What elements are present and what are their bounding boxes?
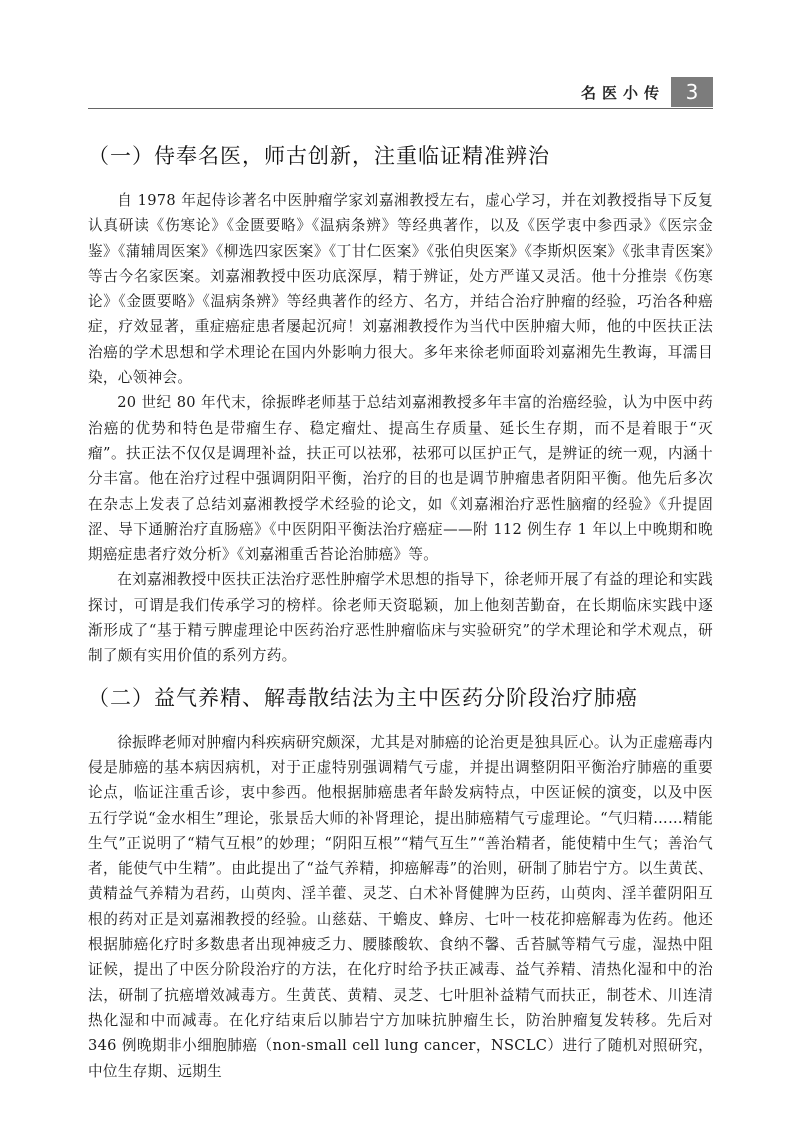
section-heading-2: （二）益气养精、解毒散结法为主中医药分阶段治疗肺癌 bbox=[88, 685, 638, 710]
running-title: 名医小传 bbox=[580, 84, 665, 102]
page-header bbox=[0, 0, 800, 110]
page-content bbox=[88, 140, 713, 1084]
body-paragraph: 徐振晔老师对肿瘤内科疾病研究颇深，尤其是对肺癌的论治更是独具匠心。认为正虚癌毒内侵是肺癌的基本病因病机，对于正虚特别强调精气亏虚，并提出调整阴阳平衡治疗肺癌的重要论点，临证注重舌诊，衷中参西。他根据肺癌患者年龄发病特点，中医证候的演变，以及中医五行学说“金水相生”理论，张景岳大师的补肾理论，提出肺癌精气亏虚理论。“气归精……精能生气”正说明了“精气互根”的妙理；“阴阳互根”“精气互生”“善治精者，能使精中生气；善治气者，能使气中生精”。由此提出了“益气养精，抑癌解毒”的治则，研制了肺岩宁方。以生黄芪、黄精益气养精为君药，山萸肉、淫羊藿、灵芝、白术补肾健脾为臣药，山萸肉、淫羊藿阴阳互根的药对正是刘嘉湘教授的经验。山慈菇、干蟾皮、蜂房、七叶一枝花抑癌解毒为佐药。他还根据肺癌化疗时多数患者出现神疲乏力、腰膝酸软、食纳不馨、舌苔腻等精气亏虚，湿热中阻证候，提出了中医分阶段治疗的方法，在化疗时给予扶正减毒、益气养精、清热化湿和中的治法，研制了抗癌增效减毒方。生黄芪、黄精、灵芝、七叶胆补益精气而扶正，制苍术、川连清热化湿和中而减毒。在化疗结束后以肺岩宁方加味抗肿瘤生长，防治肿瘤复发转移。先后对 346 例晚期非小细胞肺癌（non-small cell lung cancer，NSCLC）进行了随机对照研究，中位生存期、远期生 bbox=[88, 733, 713, 1080]
body-paragraph: 在刘嘉湘教授中医扶正法治疗恶性肿瘤学术思想的指导下，徐老师开展了有益的理论和实践探讨，可谓是我们传承学习的榜样。徐老师天资聪颖，加上他刻苦勤奋，在长期临床实践中逐渐形成了“基于精亏脾虚理论中医药治疗恶性肿瘤临床与实验研究”的学术理论和学术观点，研制了颇有实用价值的系列方药。 bbox=[88, 571, 713, 665]
body-paragraph: 20 世纪 80 年代末，徐振晔老师基于总结刘嘉湘教授多年丰富的治癌经验，认为中医中药治癌的优势和特色是带瘤生存、稳定瘤灶、提高生存质量、延长生存期，而不是着眼于“灭瘤”。扶正法不仅仅是调理补益，扶正可以祛邪，祛邪可以匡护正气，是辨证的统一观，内涵十分丰富。他在治疗过程中强调阴阳平衡，治疗的目的也是调节肿瘤患者阴阳平衡。他先后多次在杂志上发表了总结刘嘉湘教授学术经验的论文，如《刘嘉湘治疗恶性脑瘤的经验》《升提固涩、导下通腑治疗直肠癌》《中医阴阳平衡法治疗癌症——附 112 例生存 1 年以上中晚期和晚期癌症患者疗效分析》《刘嘉湘重舌苔论治肺癌》等。 bbox=[88, 394, 713, 564]
header-rule bbox=[88, 108, 713, 109]
section-heading-1: （一）侍奉名医，师古创新，注重临证精准辨治 bbox=[88, 144, 550, 168]
page-number: 3 bbox=[671, 77, 713, 107]
body-paragraph: 自 1978 年起侍诊著名中医肿瘤学家刘嘉湘教授左右，虚心学习，并在刘教授指导下反复认真研读《伤寒论》《金匮要略》《温病条辨》等经典著作，以及《医学衷中参西录》《医宗金鉴》《蒲辅周医案》《柳选四家医案》《丁甘仁医案》《张伯臾医案》《李斯炽医案》《张聿青医案》等古今名家医案。刘嘉湘教授中医功底深厚，精于辨证，处方严谨又灵活。他十分推崇《伤寒论》《金匮要略》《温病条辨》等经典著作的经方、名方，并结合治疗肿瘤的经验，巧治各种癌症，疗效显著，重症癌症患者屡起沉疴！刘嘉湘教授作为当代中医肿瘤大师，他的中医扶正法治癌的学术思想和学术理论在国内外影响力很大。多年来徐老师面聆刘嘉湘先生教诲，耳濡目染，心领神会。 bbox=[88, 192, 713, 387]
